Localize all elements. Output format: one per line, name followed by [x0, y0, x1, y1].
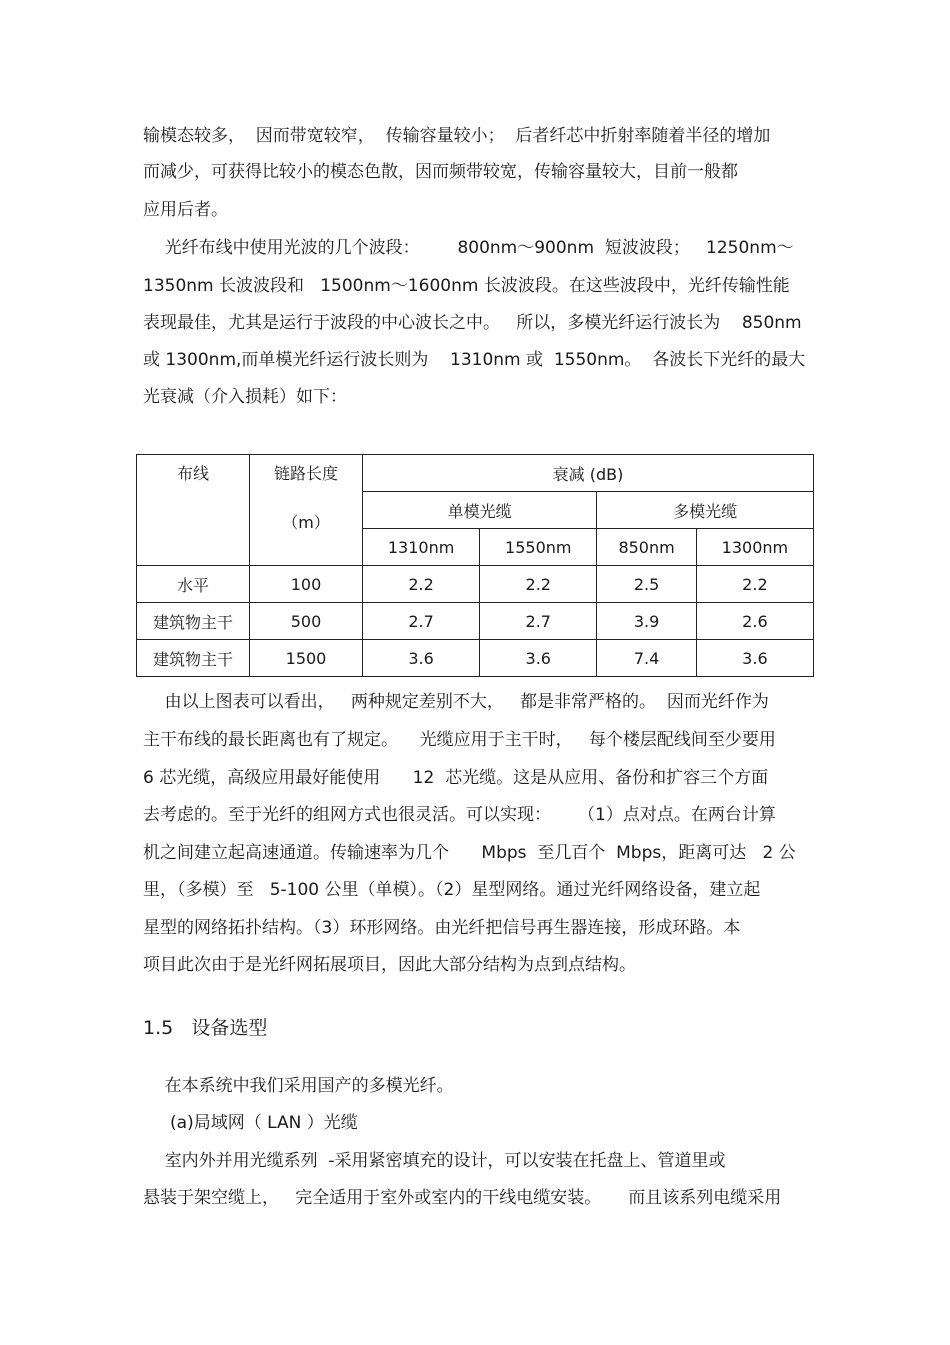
paragraph-line: 光衰减（介入损耗）如下：	[143, 387, 347, 407]
paragraph-line: 或 1300nm,而单模光纤运行波长则为 1310nm 或 1550nm。 各波长下光纤的最大	[143, 350, 806, 370]
paragraph-line: 里，（多模）至 5-100 公里（单模）。（2）星型网络。通过光纤网络设备，建立起	[143, 880, 761, 900]
header-wiring: 布线	[137, 455, 250, 566]
table-row	[137, 566, 814, 603]
row-length: 100	[250, 566, 363, 603]
paragraph-line: 悬装于架空缆上， 完全适用于室外或室内的干线电缆安装。 而且该系列电缆采用	[143, 1188, 782, 1208]
row-label: 水平	[137, 566, 250, 603]
paragraph-line: 在本系统中我们采用国产的多模光纤。	[143, 1076, 454, 1096]
row-value: 7.4	[597, 640, 696, 677]
row-value: 2.2	[480, 566, 597, 603]
row-length: 1500	[250, 640, 363, 677]
paragraph-line: 1350nm 长波波段和 1500nm～1600nm 长波波段。在这些波段中，光纤传输性能	[143, 276, 790, 296]
paragraph-line: 应用后者。	[143, 200, 228, 220]
paragraph-line: 表现最佳，尤其是运行于波段的中心波长之中。 所以，多模光纤运行波长为 850nm	[143, 313, 802, 333]
section-title: 设备选型	[191, 1017, 268, 1039]
section-number: 1.5	[143, 1017, 174, 1039]
row-value: 3.6	[696, 640, 813, 677]
row-label: 建筑物主干	[137, 603, 250, 640]
subheading: (a)局域网（ LAN ）光缆	[143, 1113, 358, 1133]
row-value: 2.2	[696, 566, 813, 603]
paragraph-line: 机之间建立起高速通道。传输速率为几个 Mbps 至几百个 Mbps，距离可达 2 公	[143, 843, 796, 863]
header-wavelength: 1310nm	[363, 529, 480, 566]
row-value: 3.6	[480, 640, 597, 677]
header-wavelength: 850nm	[597, 529, 696, 566]
header-link-length-label: 链路长度	[273, 464, 338, 483]
row-value: 2.5	[597, 566, 696, 603]
paragraph-line: 项目此次由于是光纤网拓展项目，因此大部分结构为点到点结构。	[143, 955, 636, 975]
paragraph-line: 而减少，可获得比较小的模态色散，因而频带较宽，传输容量较大，目前一般都	[143, 162, 738, 182]
header-multi-mode: 多模光缆	[597, 492, 814, 529]
paragraph-line: 主干布线的最长距离也有了规定。 光缆应用于主干时， 每个楼层配线间至少要用	[143, 730, 776, 750]
section-heading	[143, 1015, 267, 1041]
paragraph-line: 室内外并用光缆系列 -采用紧密填充的设计，可以安装在托盘上、管道里或	[143, 1151, 726, 1171]
row-value: 2.7	[480, 603, 597, 640]
header-attenuation: 衰减 (dB)	[363, 455, 814, 492]
row-value: 2.6	[696, 603, 813, 640]
paragraph-line: 去考虑的。至于光纤的组网方式也很灵活。可以实现： （1）点对点。在两台计算	[143, 805, 776, 825]
header-wavelength: 1300nm	[696, 529, 813, 566]
row-value: 3.6	[363, 640, 480, 677]
header-link-length	[250, 455, 363, 566]
row-value: 3.9	[597, 603, 696, 640]
table-row	[137, 640, 814, 677]
table-row	[137, 603, 814, 640]
paragraph-line: 星型的网络拓扑结构。（3）环形网络。由光纤把信号再生器连接，形成环路。本	[143, 918, 741, 938]
header-single-mode: 单模光缆	[363, 492, 597, 529]
header-link-length-unit: （m）	[282, 513, 330, 532]
paragraph-line: 输模态较多， 因而带宽较窄， 传输容量较小； 后者纤芯中折射率随着半径的增加	[143, 126, 771, 146]
paragraph-line: 6 芯光缆，高级应用最好能使用 12 芯光缆。这是从应用、备份和扩容三个方面	[143, 768, 769, 788]
row-value: 2.2	[363, 566, 480, 603]
paragraph-line: 由以上图表可以看出， 两种规定差别不大， 都是非常严格的。 因而光纤作为	[143, 692, 769, 712]
row-label: 建筑物主干	[137, 640, 250, 677]
header-wavelength: 1550nm	[480, 529, 597, 566]
attenuation-table	[136, 454, 814, 677]
paragraph-line: 光纤布线中使用光波的几个波段： 800nm～900nm 短波波段； 1250nm～	[143, 238, 794, 258]
row-value: 2.7	[363, 603, 480, 640]
row-length: 500	[250, 603, 363, 640]
